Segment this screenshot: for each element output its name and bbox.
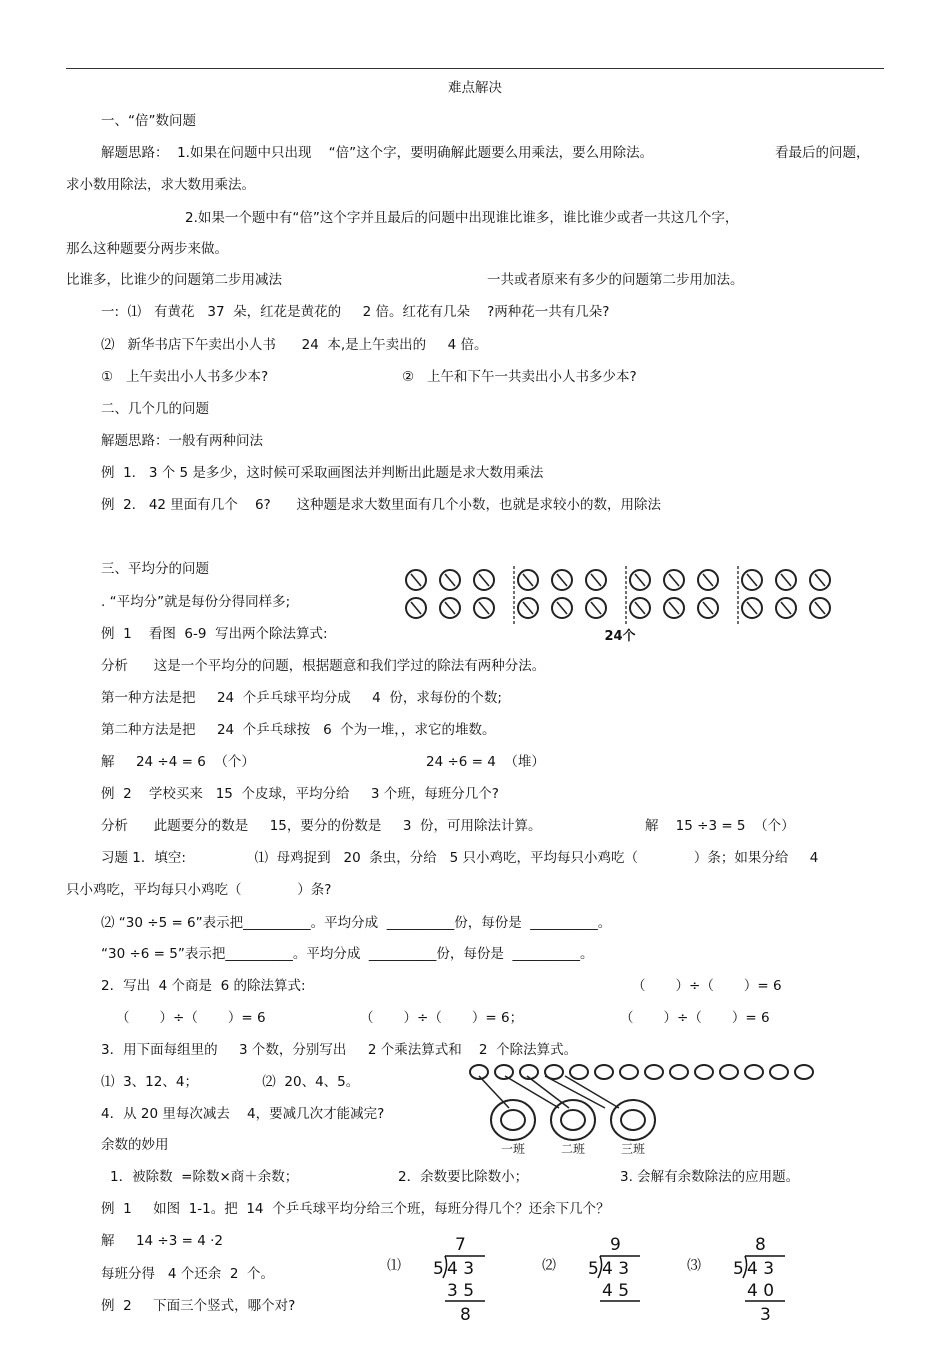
- row-ball: [570, 1065, 588, 1079]
- section2-example1: 例 1. 3 个 5 是多少，这时候可采取画图法并判断出此题是求大数用乘法: [101, 465, 544, 481]
- exercise3: 3．用下面每组里的 3 个数，分别写出 2 个乘法算式和 2 个除法算式。: [101, 1042, 578, 1058]
- class-label-1: 一班: [500, 1142, 526, 1156]
- row-ball: [595, 1065, 613, 1079]
- division-product: 3 5: [447, 1281, 475, 1301]
- ball-stroke: [781, 602, 791, 614]
- long-division: [685, 1232, 795, 1328]
- ball-stroke: [523, 602, 533, 614]
- section3-example1: 例 1 看图 6-9 写出两个除法算式:: [101, 626, 328, 642]
- row-ball: [495, 1065, 513, 1079]
- ball-stroke: [411, 574, 421, 586]
- exercise2-blank: （ ）÷（ ）= 6: [632, 978, 782, 994]
- row-ball: [745, 1065, 763, 1079]
- section3-solution-b: 24 ÷6 = 4 （堆）: [426, 754, 545, 770]
- row-ball: [670, 1065, 688, 1079]
- class-circle: [491, 1100, 535, 1140]
- division-remainder: 8: [460, 1305, 471, 1325]
- ball-stroke: [635, 574, 645, 586]
- section2-heading: 二、几个几的问题: [101, 401, 209, 417]
- section3-heading: 三、平均分的问题: [101, 561, 209, 577]
- row-ball: [645, 1065, 663, 1079]
- exercise2-blank: （ ）÷（ ）= 6: [620, 1010, 770, 1026]
- division-dividend: 4 3: [447, 1259, 475, 1279]
- exercise4: 4．从 20 里每次减去 4，要减几次才能减完?: [101, 1106, 385, 1122]
- exercise2-blank: （ ）÷（ ）= 6；: [360, 1010, 524, 1026]
- division-mark: ⑶: [687, 1258, 701, 1274]
- division-product: 4 5: [602, 1281, 630, 1301]
- division-divisor: 5: [433, 1259, 444, 1279]
- section4-point2: 2．余数要比除数小；: [398, 1169, 529, 1185]
- class-circle: [561, 1110, 585, 1130]
- ball-stroke: [445, 574, 455, 586]
- section1-idea2-cont: 那么这种题要分两步来做。: [66, 241, 228, 257]
- division-remainder: 3: [760, 1305, 771, 1325]
- section3-way1: 第一种方法是把 24 个乒乓球平均分成 4 份，求每份的个数;: [101, 690, 502, 706]
- section1-idea2: 2.如果一个题中有“倍”这个字并且最后的问题中出现谁比谁多，谁比谁少或者一共这几个字，: [185, 210, 739, 226]
- section1-heading: 一、“倍”数问题: [101, 113, 196, 129]
- row-ball: [620, 1065, 638, 1079]
- section1-question2a: ① 上午卖出小人书多少本?: [101, 369, 269, 385]
- ball-stroke: [703, 602, 713, 614]
- section4-example1-solution: 解 14 ÷3 = 4 ·2: [101, 1233, 223, 1249]
- row-ball: [695, 1065, 713, 1079]
- division-quotient: 8: [755, 1235, 766, 1255]
- section3-example2-analysis: 分析 此题要分的数是 15，要分的份数是 3 份，可用除法计算。: [101, 818, 542, 834]
- section1-question1: 一: ⑴ 有黄花 37 朵，红花是黄花的 2 倍。红花有几朵 ?两种花一共有几朵?: [101, 304, 610, 320]
- ball-stroke: [479, 574, 489, 586]
- section4-example1-answer: 每班分得 4 个还余 2 个。: [101, 1266, 275, 1282]
- section4-example1: 例 1 如图 1-1。把 14 个乒乓球平均分给三个班，每班分得几个？还余下几个？: [101, 1201, 610, 1217]
- division-divisor: 5: [588, 1259, 599, 1279]
- exercise2-blank: （ ）÷（ ）= 6: [116, 1010, 266, 1026]
- ball-stroke: [591, 574, 601, 586]
- exercise1-title-cont: 只小鸡吃，平均每只小鸡吃（ ）条?: [66, 882, 332, 898]
- class-circle: [501, 1110, 525, 1130]
- ball-stroke: [747, 574, 757, 586]
- row-ball: [795, 1065, 813, 1079]
- section1-step-subtract: 比谁多，比谁少的问题第二步用减法: [66, 272, 282, 288]
- section2-idea: 解题思路：一般有两种问法: [101, 433, 263, 449]
- section1-step-add: 一共或者原来有多少的问题第二步用加法。: [487, 272, 744, 288]
- ball-stroke: [411, 602, 421, 614]
- ball-stroke: [445, 602, 455, 614]
- section4-point3: 3. 会解有余数除法的应用题。: [620, 1169, 800, 1185]
- class-label-2: 二班: [560, 1142, 586, 1156]
- section3-example2-solution: 解 15 ÷3 = 5 （个）: [645, 818, 795, 834]
- section1-question2: ⑵ 新华书店下午卖出小人书 24 本,是上午卖出的 4 倍。: [101, 337, 488, 353]
- division-product: 4 0: [747, 1281, 775, 1301]
- section2-example2: 例 2. 42 里面有几个 6? 这种题是求大数里面有几个小数，也就是求较小的数，用除法: [101, 497, 661, 513]
- division-dividend: 4 3: [747, 1259, 775, 1279]
- ball-stroke: [635, 602, 645, 614]
- division-quotient: 7: [455, 1235, 466, 1255]
- ball-stroke: [479, 602, 489, 614]
- section1-idea1: 解题思路： 1.如果在问题中只出现 “倍”这个字，要明确解此题要么用乘法，要么用除法。: [101, 145, 654, 161]
- class-label-3: 三班: [620, 1142, 646, 1156]
- ball-stroke: [523, 574, 533, 586]
- ball-stroke: [747, 602, 757, 614]
- header-rule: [66, 68, 884, 69]
- division-mark: ⑵: [542, 1258, 556, 1274]
- ball-stroke: [669, 602, 679, 614]
- ball-stroke: [557, 574, 567, 586]
- exercise2: 2．写出 4 个商是 6 的除法算式:: [101, 978, 306, 994]
- ball-stroke: [557, 602, 567, 614]
- page-title: 难点解决: [448, 80, 502, 96]
- section3-analysis: 分析 这是一个平均分的问题，根据题意和我们学过的除法有两种分法。: [101, 658, 546, 674]
- class-circle: [551, 1100, 595, 1140]
- ball-stroke: [703, 574, 713, 586]
- long-division: [385, 1232, 495, 1328]
- section1-question2b: ② 上午和下午一共卖出小人书多少本?: [402, 369, 637, 385]
- division-divisor: 5: [733, 1259, 744, 1279]
- long-division: [540, 1232, 650, 1328]
- section4-example2: 例 2 下面三个竖式，哪个对?: [101, 1298, 296, 1314]
- figure-count-label: 24个: [604, 629, 636, 644]
- division-quotient: 9: [610, 1235, 621, 1255]
- ball-stroke: [815, 602, 825, 614]
- ball-stroke: [815, 574, 825, 586]
- section1-idea1-cont: 求小数用除法，求大数用乘法。: [66, 177, 255, 193]
- section3-example2: 例 2 学校买来 15 个皮球，平均分给 3 个班，每班分几个?: [101, 786, 499, 802]
- ball-stroke: [591, 602, 601, 614]
- exercise1-title: 习题 1．填空: ⑴ 母鸡捉到 20 条虫，分给 5 只小鸡吃，平均每只小鸡吃（ ）条；如果分给 4: [101, 850, 819, 866]
- section3-way2: 第二种方法是把 24 个乒乓球按 6 个为一堆，，求它的堆数。: [101, 722, 496, 738]
- exercise1-fill1: ⑵ “30 ÷5 = 6”表示把__________。平均分成 __________份，每份是 __________。: [101, 915, 612, 931]
- class-circle: [621, 1110, 645, 1130]
- class-circle: [611, 1100, 655, 1140]
- exercise1-fill2: “30 ÷6 = 5”表示把__________。平均分成 __________份，每份是 __________。: [101, 946, 594, 962]
- exercise3-groups: ⑴ 3、12、4； ⑵ 20、4、5。: [101, 1074, 360, 1090]
- row-ball: [720, 1065, 738, 1079]
- ball-stroke: [669, 574, 679, 586]
- class-split-figure: [465, 1060, 845, 1160]
- division-dividend: 4 3: [602, 1259, 630, 1279]
- ball-stroke: [781, 574, 791, 586]
- ping-pong-figure: [398, 562, 848, 648]
- section1-idea1-end: 看最后的问题，: [775, 145, 870, 161]
- section4-heading: 余数的妙用: [101, 1137, 169, 1153]
- section3-definition: . “平均分”就是每份分得同样多;: [101, 594, 291, 610]
- row-ball: [770, 1065, 788, 1079]
- section4-point1: 1．被除数 =除数×商＋余数；: [110, 1169, 299, 1185]
- division-mark: ⑴: [387, 1258, 401, 1274]
- section3-solution-a: 解 24 ÷4 = 6 （个）: [101, 754, 255, 770]
